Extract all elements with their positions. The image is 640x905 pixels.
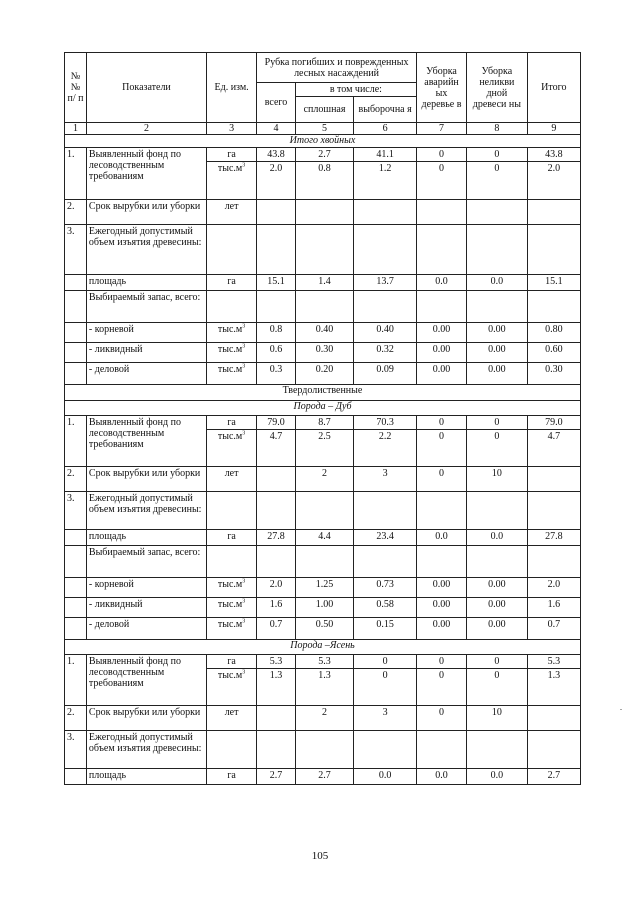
unit-m3: $тыс.м^3$ bbox=[207, 162, 257, 200]
cell: 0 bbox=[416, 706, 466, 731]
cell: 0.20 bbox=[295, 363, 353, 385]
label-detected: Выявленный фонд по лесоводственным требованиям bbox=[86, 416, 206, 467]
cell: 0.0 bbox=[416, 769, 466, 785]
cell: 41.1 bbox=[354, 148, 417, 162]
col-number: 6 bbox=[354, 123, 417, 135]
unit-ha: га bbox=[207, 530, 257, 546]
row-number: 1. bbox=[65, 655, 87, 706]
cell: 43.8 bbox=[257, 148, 296, 162]
cell: 2.5 bbox=[295, 430, 353, 467]
cell: 0.00 bbox=[416, 598, 466, 618]
unit-ha: га bbox=[207, 769, 257, 785]
label-area: площадь bbox=[86, 769, 206, 785]
cell: 0.0 bbox=[354, 769, 417, 785]
label-annual: Ежегодный допустимый объем изъятия древесины: bbox=[86, 225, 206, 275]
label-liquid: - ликвидный bbox=[86, 343, 206, 363]
label-annual: Ежегодный допустимый объем изъятия древесины: bbox=[86, 492, 206, 530]
cell: 0 bbox=[467, 148, 528, 162]
cell: 1.4 bbox=[295, 275, 353, 291]
label-root: - корневой bbox=[86, 323, 206, 343]
cell: 5.3 bbox=[295, 655, 353, 669]
cell: 0.00 bbox=[416, 323, 466, 343]
label-business: - деловой bbox=[86, 618, 206, 640]
cell bbox=[527, 706, 580, 731]
unit-m3: $тыс.м^3$ bbox=[207, 669, 257, 706]
cell bbox=[527, 467, 580, 492]
cell: 43.8 bbox=[527, 148, 580, 162]
cell: 2.7 bbox=[295, 769, 353, 785]
row-number: 3. bbox=[65, 492, 87, 530]
cell: 1.00 bbox=[295, 598, 353, 618]
cell: 0 bbox=[416, 669, 466, 706]
cell: 0.60 bbox=[527, 343, 580, 363]
margin-mark: . bbox=[620, 703, 622, 712]
cell: 0.00 bbox=[467, 323, 528, 343]
page-number: 105 bbox=[311, 850, 329, 862]
cell: 0 bbox=[354, 655, 417, 669]
cell: 0.00 bbox=[416, 618, 466, 640]
cell: 0.40 bbox=[295, 323, 353, 343]
unit-ha: га bbox=[207, 416, 257, 430]
cell: 2.7 bbox=[295, 148, 353, 162]
header-unit: Ед. изм. bbox=[207, 53, 257, 123]
cell: 1.3 bbox=[295, 669, 353, 706]
cell: 0 bbox=[416, 148, 466, 162]
cell: 0.00 bbox=[467, 618, 528, 640]
cell: 70.3 bbox=[354, 416, 417, 430]
label-business: - деловой bbox=[86, 363, 206, 385]
label-annual: Ежегодный допустимый объем изъятия древесины: bbox=[86, 731, 206, 769]
col-number: 9 bbox=[527, 123, 580, 135]
unit-ha: га bbox=[207, 655, 257, 669]
label-root: - корневой bbox=[86, 578, 206, 598]
cell: 0.00 bbox=[416, 363, 466, 385]
unit-m3: $тыс.м^3$ bbox=[207, 578, 257, 598]
cell: 0 bbox=[416, 416, 466, 430]
unit-m3: $тыс.м^3$ bbox=[207, 323, 257, 343]
cell: 1.3 bbox=[257, 669, 296, 706]
cell: 0.7 bbox=[257, 618, 296, 640]
label-detected: Выявленный фонд по лесоводственным требованиям bbox=[86, 148, 206, 200]
cell: 5.3 bbox=[527, 655, 580, 669]
cell: 0.8 bbox=[257, 323, 296, 343]
cell bbox=[257, 706, 296, 731]
cell: 0.00 bbox=[467, 578, 528, 598]
col-number: 7 bbox=[416, 123, 466, 135]
row-number: 2. bbox=[65, 706, 87, 731]
cell: 0 bbox=[416, 655, 466, 669]
cell: 0 bbox=[416, 162, 466, 200]
cell: 23.4 bbox=[354, 530, 417, 546]
cell: 0 bbox=[467, 669, 528, 706]
header-total-all: всего bbox=[257, 83, 296, 123]
cell: 0.0 bbox=[416, 275, 466, 291]
cell: 3 bbox=[354, 467, 417, 492]
unit-m3: $тыс.м^3$ bbox=[207, 598, 257, 618]
cell: 1.25 bbox=[295, 578, 353, 598]
header-clear: сплошная bbox=[295, 97, 353, 123]
col-number: 3 bbox=[207, 123, 257, 135]
cell: 2.2 bbox=[354, 430, 417, 467]
cell: 2.7 bbox=[527, 769, 580, 785]
header-total: Итого bbox=[527, 53, 580, 123]
cell: 0.00 bbox=[467, 343, 528, 363]
cell: 0.09 bbox=[354, 363, 417, 385]
row-number: 1. bbox=[65, 416, 87, 467]
cell: 2 bbox=[295, 706, 353, 731]
header-felling: Рубка погибших и поврежденных лесных насаждений bbox=[257, 53, 417, 83]
cell: 0 bbox=[467, 430, 528, 467]
row-number: 2. bbox=[65, 467, 87, 492]
cell: 0.32 bbox=[354, 343, 417, 363]
header-selective: выборочна я bbox=[354, 97, 417, 123]
row-number: 2. bbox=[65, 200, 87, 225]
cell: 79.0 bbox=[527, 416, 580, 430]
cell: 0.8 bbox=[295, 162, 353, 200]
section-oak: Порода – Дуб bbox=[65, 401, 581, 416]
cell: 0.50 bbox=[295, 618, 353, 640]
section-conifer: Итого хвойных bbox=[65, 135, 581, 148]
cell: 1.6 bbox=[527, 598, 580, 618]
col-number: 8 bbox=[467, 123, 528, 135]
label-deadline: Срок вырубки или уборки bbox=[86, 200, 206, 225]
unit-years: лет bbox=[207, 706, 257, 731]
cell: 0.0 bbox=[467, 530, 528, 546]
label-liquid: - ликвидный bbox=[86, 598, 206, 618]
cell: 1.3 bbox=[527, 669, 580, 706]
cell: 4.7 bbox=[527, 430, 580, 467]
cell: 13.7 bbox=[354, 275, 417, 291]
cell: 0.0 bbox=[416, 530, 466, 546]
cell: 0 bbox=[467, 655, 528, 669]
cell: 0 bbox=[416, 430, 466, 467]
row-number: 3. bbox=[65, 731, 87, 769]
cell: 0.00 bbox=[467, 363, 528, 385]
cell: 1.6 bbox=[257, 598, 296, 618]
cell: 15.1 bbox=[527, 275, 580, 291]
cell: 0.30 bbox=[295, 343, 353, 363]
unit-ha: га bbox=[207, 148, 257, 162]
forest-felling-table bbox=[64, 52, 581, 785]
col-number: 4 bbox=[257, 123, 296, 135]
cell: 0.30 bbox=[527, 363, 580, 385]
cell: 0.40 bbox=[354, 323, 417, 343]
cell: 0.58 bbox=[354, 598, 417, 618]
cell: 0.00 bbox=[416, 578, 466, 598]
cell: 2.0 bbox=[527, 578, 580, 598]
cell: 0.00 bbox=[416, 343, 466, 363]
label-stock: Выбираемый запас, всего: bbox=[86, 546, 206, 578]
label-detected: Выявленный фонд по лесоводственным требованиям bbox=[86, 655, 206, 706]
header-including: в том числе: bbox=[295, 83, 416, 97]
cell: 0.3 bbox=[257, 363, 296, 385]
cell: 4.4 bbox=[295, 530, 353, 546]
cell: 0 bbox=[467, 162, 528, 200]
section-hardwood: Твердолиственные bbox=[65, 385, 581, 401]
cell: 79.0 bbox=[257, 416, 296, 430]
section-ash: Порода –Ясень bbox=[65, 640, 581, 655]
cell: 15.1 bbox=[257, 275, 296, 291]
col-number: 2 bbox=[86, 123, 206, 135]
cell: 3 bbox=[354, 706, 417, 731]
cell: 1.2 bbox=[354, 162, 417, 200]
header-emergency: Уборка аварийн ых деревье в bbox=[416, 53, 466, 123]
unit-ha: га bbox=[207, 275, 257, 291]
cell: 10 bbox=[467, 467, 528, 492]
cell: 27.8 bbox=[527, 530, 580, 546]
unit-m3: $тыс.м^3$ bbox=[207, 343, 257, 363]
unit-years: лет bbox=[207, 200, 257, 225]
cell bbox=[257, 467, 296, 492]
label-deadline: Срок вырубки или уборки bbox=[86, 467, 206, 492]
unit-m3: $тыс.м^3$ bbox=[207, 430, 257, 467]
cell: 4.7 bbox=[257, 430, 296, 467]
cell: 2.0 bbox=[527, 162, 580, 200]
cell: 2 bbox=[295, 467, 353, 492]
cell: 0.0 bbox=[467, 275, 528, 291]
cell: 0.15 bbox=[354, 618, 417, 640]
unit-m3: $тыс.м^3$ bbox=[207, 618, 257, 640]
col-number: 5 bbox=[295, 123, 353, 135]
row-number: 3. bbox=[65, 225, 87, 275]
cell: 0.7 bbox=[527, 618, 580, 640]
col-number: 1 bbox=[65, 123, 87, 135]
cell: 0 bbox=[416, 467, 466, 492]
cell: 2.0 bbox=[257, 162, 296, 200]
cell: 10 bbox=[467, 706, 528, 731]
cell: 8.7 bbox=[295, 416, 353, 430]
cell: 2.0 bbox=[257, 578, 296, 598]
cell: 5.3 bbox=[257, 655, 296, 669]
label-stock: Выбираемый запас, всего: bbox=[86, 291, 206, 323]
cell: 0 bbox=[354, 669, 417, 706]
header-illiquid: Уборка неликви дной древеси ны bbox=[467, 53, 528, 123]
header-indicator: Показатели bbox=[86, 53, 206, 123]
unit-m3: $тыс.м^3$ bbox=[207, 363, 257, 385]
cell: 0.6 bbox=[257, 343, 296, 363]
cell: 0.80 bbox=[527, 323, 580, 343]
cell: 0.00 bbox=[467, 598, 528, 618]
cell: 2.7 bbox=[257, 769, 296, 785]
label-deadline: Срок вырубки или уборки bbox=[86, 706, 206, 731]
cell: 27.8 bbox=[257, 530, 296, 546]
unit-years: лет bbox=[207, 467, 257, 492]
cell: 0 bbox=[467, 416, 528, 430]
cell: 0.73 bbox=[354, 578, 417, 598]
label-area: площадь bbox=[86, 275, 206, 291]
cell: 0.0 bbox=[467, 769, 528, 785]
header-number: № № п/ п bbox=[65, 53, 87, 123]
row-number: 1. bbox=[65, 148, 87, 200]
label-area: площадь bbox=[86, 530, 206, 546]
